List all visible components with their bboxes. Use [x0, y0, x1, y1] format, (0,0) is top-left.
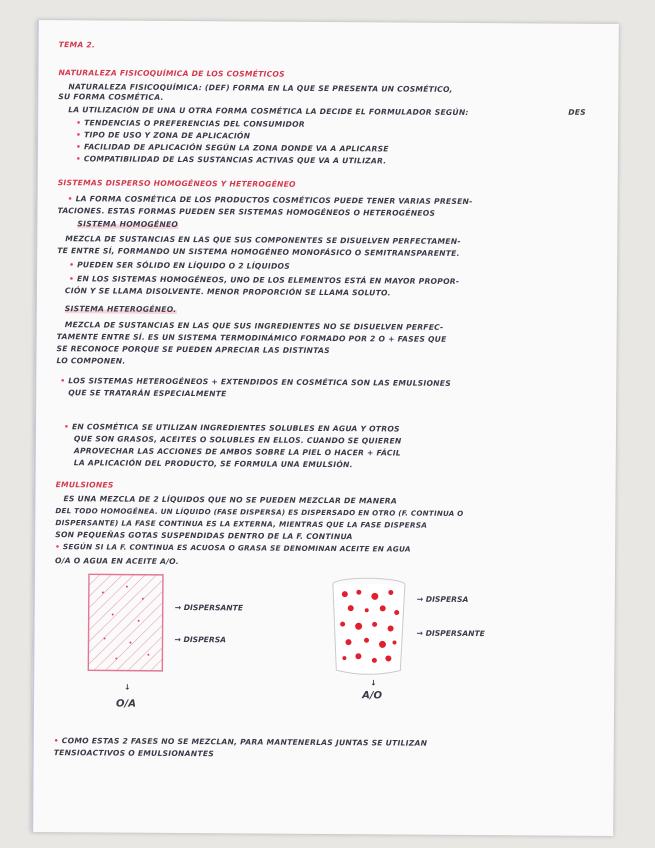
ao-name: A/O [362, 690, 383, 702]
emulsion-line: DISPERSANTE) LA FASE CONTINUA ES LA EXTERNA, MIENTRAS QUE LA FASE DISPERSA [55, 518, 428, 530]
homogeneo-bullet [69, 260, 290, 271]
section-1-line: SU FORMA COSMÉTICA. [58, 92, 164, 102]
section-2-heading: SISTEMAS DISPERSO HOMOGÉNEOS Y HETEROGÉNEO [57, 178, 296, 189]
section-1-bullet [76, 142, 389, 153]
emulsion-ao-diagram [328, 574, 419, 679]
heterogeneo-title [65, 304, 177, 314]
bullet-text: EN COSMÉTICA SE UTILIZAN INGREDIENTES SOLUBLES EN AGUA Y OTROS [71, 422, 400, 434]
homogeneo-line: CIÓN Y SE LLAMA DISOLVENTE. MENOR PROPORCIÓN SE LLAMA SOLUTO. [64, 286, 391, 298]
section-1-line: LA UTILIZACIÓN DE UNA U OTRA FORMA COSMÉTICA LA DECIDE EL FORMULADOR SEGÚN: [68, 105, 469, 117]
bullet-icon: • [53, 736, 62, 746]
side-note: DES [568, 107, 586, 117]
bullet-icon: • [76, 118, 85, 128]
homogeneo-line: MEZCLA DE SUSTANCIAS EN LAS QUE SUS COMPONENTES SE DISUELVEN PERFECTAMEN- [65, 234, 461, 246]
emulsion-line: SON PEQUEÑAS GOTAS SUSPENDIDAS DENTRO DE LA F. CONTINUA [55, 530, 353, 542]
bullet-text: COMO ESTAS 2 FASES NO SE MEZCLAN, PARA MANTENERLAS JUNTAS SE UTILIZAN [61, 736, 428, 748]
bullet-icon: • [55, 542, 63, 552]
container-glass [332, 584, 405, 675]
bullet-icon: • [75, 154, 84, 164]
bullet-text: COMPATIBILIDAD DE LAS SUSTANCIAS ACTIVAS QUE VA A UTILIZAR. [83, 154, 387, 166]
heterogeneo-line: SE RECONOCE PORQUE SE PUEDEN APRECIAR LAS DISTINTAS [56, 344, 330, 356]
bullet-text: SEGÚN SI LA F. CONTINUA ES ACUOSA O GRASA SE DENOMINAN ACEITE EN AGUA [62, 542, 411, 554]
emulsion-line: DEL TODO HOMOGÉNEA. UN LÍQUIDO (FASE DISPERSA) ES DISPERSADO EN OTRO (F. CONTINUA O [55, 506, 464, 518]
bullet-icon: • [75, 142, 84, 152]
homogeneo-title-text: SISTEMA HOMOGÉNEO [77, 219, 179, 229]
oa-label-dispersante: → DISPERSANTE [174, 602, 244, 613]
section-1-heading: NATURALEZA FISICOQUÍMICA DE LOS COSMÉTICOS [58, 68, 285, 79]
notebook-page [31, 20, 619, 836]
closing-line: TENSIOACTIVOS O EMULSIONANTES [53, 748, 215, 759]
homogeneo-line: TE ENTRE SÍ, FORMANDO UN SISTEMA HOMOGÉNEO MONOFÁSICO O SEMITRANSPARENTE. [57, 246, 460, 258]
closing-bullet [54, 736, 427, 748]
section-2-intro [68, 194, 473, 206]
section-3-heading: EMULSIONES [55, 480, 114, 490]
bullet-icon: • [69, 274, 78, 284]
cosmetic-line: QUE SON GRASOS, ACEITES O SOLUBLES EN ELLOS. CUANDO SE QUIEREN [73, 434, 402, 446]
emulsion-line: ES UNA MEZCLA DE 2 LÍQUIDOS QUE NO SE PUEDEN MEZCLAR DE MANERA [63, 494, 398, 506]
container-glass [88, 574, 163, 671]
heterogeneo-line: LO COMPONEN. [56, 356, 126, 366]
bullet-icon: • [67, 194, 76, 204]
emulsion-oa-diagram [82, 568, 173, 679]
bullet-text: TENDENCIAS O PREFERENCIAS DEL CONSUMIDOR [84, 118, 305, 129]
bullet-icon: • [76, 130, 85, 140]
heterogeneo-title-text: SISTEMA HETEROGÉNEO. [64, 304, 177, 314]
homogeneo-bullet [69, 274, 459, 286]
ao-label-dispersante: → DISPERSANTE [416, 628, 485, 639]
cosmetic-bullet [64, 422, 400, 433]
emulsion-bullet [55, 542, 411, 553]
label-text: DISPERSA [183, 635, 227, 645]
oa-label-dispersa: → DISPERSA [174, 634, 227, 645]
arrow-down-icon: ↓ [370, 678, 377, 688]
intro-text: LA FORMA COSMÉTICA DE LOS PRODUCTOS COSMÉTICOS PUEDE TENER VARIAS PRESEN- [75, 194, 473, 207]
oa-name: O/A [116, 698, 137, 710]
bullet-text: PUEDEN SER SÓLIDO EN LÍQUIDO O 2 LÍQUIDOS [77, 260, 291, 271]
extra-bullet-line: QUE SE TRATARÁN ESPECIALMENTE [68, 388, 227, 399]
bullet-text: FACILIDAD DE APLICACIÓN SEGÚN LA ZONA DONDE VA A APLICARSE [83, 142, 389, 154]
heterogeneo-line: MEZCLA DE SUSTANCIAS EN LAS QUE SUS INGREDIENTES NO SE DISUELVEN PERFEC- [64, 320, 444, 332]
section-1-bullet [76, 130, 250, 140]
section-1-line: NATURALEZA FISICOQUÍMICA: (DEF) FORMA EN LA QUE SE PRESENTA UN COSMÉTICO, [68, 82, 453, 94]
cosmetic-line: LA APLICACIÓN DEL PRODUCTO, SE FORMULA UNA EMULSIÓN. [73, 458, 353, 470]
extra-bullet [60, 376, 451, 388]
bullet-icon: • [69, 260, 78, 270]
homogeneo-title [77, 219, 178, 229]
section-1-bullet [76, 154, 387, 165]
ao-label-dispersa: → DISPERSA [416, 594, 469, 605]
page-title: TEMA 2. [58, 40, 96, 50]
emulsion-line: O/A O AGUA EN ACEITE A/O. [55, 556, 179, 566]
cosmetic-line: APROVECHAR LAS ACCIONES DE AMBOS SOBRE LA PIEL O HACER + FÁCIL [73, 446, 401, 458]
bullet-text: EN LOS SISTEMAS HOMOGÉNEOS, UNO DE LOS ELEMENTOS ESTÁ EN MAYOR PROPOR- [77, 274, 460, 286]
bullet-icon: • [60, 376, 69, 386]
label-text: DISPERSA [425, 594, 469, 605]
bullet-icon: • [63, 422, 73, 432]
margin-line [31, 20, 39, 832]
label-text: DISPERSANTE [425, 628, 485, 639]
bullet-text: TIPO DE USO Y ZONA DE APLICACIÓN [84, 130, 251, 141]
section-2-intro: TACIONES. ESTAS FORMAS PUEDEN SER SISTEMAS HOMOGÉNEOS O HETEROGÉNEOS [57, 206, 436, 218]
label-text: DISPERSANTE [183, 603, 244, 613]
heterogeneo-line: TAMENTE ENTRE SÍ. ES UN SISTEMA TERMODINÁMICO FORMADO POR 2 O + FASES QUE [56, 332, 447, 344]
arrow-down-icon: ↓ [124, 682, 131, 692]
section-1-bullet [76, 118, 305, 129]
bullet-text: LOS SISTEMAS HETEROGÉNEOS + EXTENDIDOS EN COSMÉTICA SON LAS EMULSIONES [68, 376, 451, 388]
